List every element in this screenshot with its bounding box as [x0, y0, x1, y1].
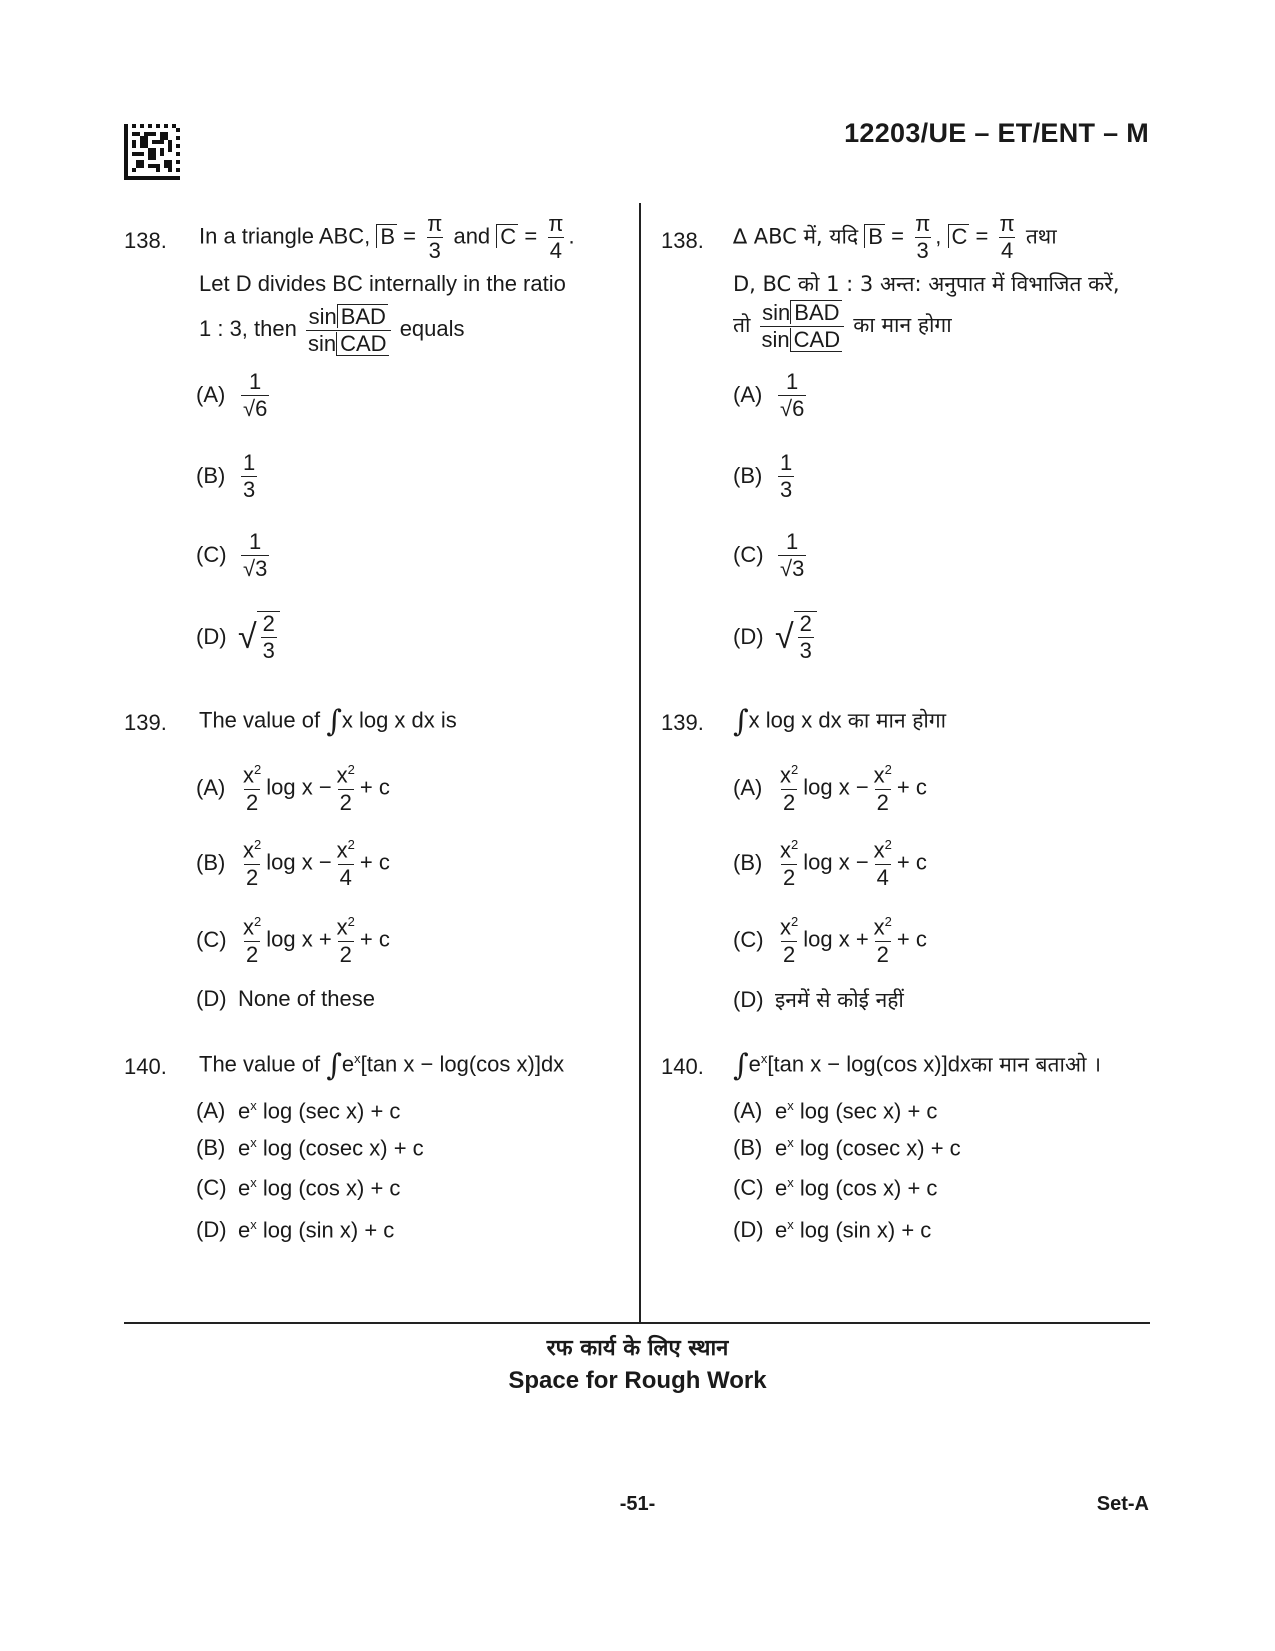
option-b[interactable]: (B) $\frac{1}{3}$	[196, 450, 256, 503]
option-c[interactable]: (C) $e^x$ log (cos x) + c	[733, 1175, 938, 1201]
qr-code-icon	[124, 124, 180, 180]
sine-ratio: $\frac{\text{sin BAD}}{\text{sin CAD}}$	[306, 304, 391, 356]
question-number: 138.	[661, 228, 704, 253]
pi-over-4: $\frac{\pi}{4}$	[548, 211, 564, 264]
question-text: ∫x log x dx का मान होगा	[733, 704, 947, 739]
set-label: Set-A	[1096, 1493, 1149, 1515]
option-b[interactable]: (B) $e^x$ log (cosec x) + c	[733, 1135, 961, 1161]
option-c[interactable]: (C) $\frac{1}{√3}$	[196, 529, 268, 582]
question-line-3: 1 : 3, then $\frac{\text{sin BAD}}{\text{sin CAD}}$ equals	[199, 304, 465, 357]
question-line-2: Let D divides BC internally in the ratio	[199, 271, 566, 296]
question-number: 140.	[661, 1054, 704, 1079]
option-a[interactable]: (A) $\frac{1}{√6}$	[196, 369, 268, 422]
question-text: The value of $\int e^x[\tan$ x − log(cos x)]dx	[199, 1048, 565, 1083]
option-c[interactable]: (C) $\frac{x^2}{2}$ log x + $\frac{x^2}{2}$ + c	[196, 914, 390, 967]
option-d[interactable]: (D) $e^x$ log (sin x) + c	[733, 1217, 932, 1243]
column-divider	[639, 203, 641, 1323]
option-b[interactable]: (B) $e^x$ log (cosec x) + c	[196, 1135, 424, 1161]
question-line-3: तो $\frac{\text{sin BAD}}{\text{sin CAD}}$ का मान होगा	[733, 300, 952, 353]
bottom-rule	[124, 1322, 1150, 1324]
option-d[interactable]: (D) √ $\frac{2}{3}$	[733, 611, 817, 663]
option-a[interactable]: (A) $e^x$ log (sec x) + c	[196, 1098, 401, 1124]
option-a[interactable]: (A) $\frac{x^2}{2}$ log x − $\frac{x^2}{2}$ + c	[733, 762, 927, 815]
option-b[interactable]: (B) $\frac{1}{3}$	[733, 450, 793, 503]
option-c[interactable]: (C) $e^x$ log (cos x) + c	[196, 1175, 401, 1201]
option-a[interactable]: (A) $\frac{x^2}{2}$ log x − $\frac{x^2}{2}$ + c	[196, 762, 390, 815]
option-c[interactable]: (C) $\frac{x^2}{2}$ log x + $\frac{x^2}{2}$ + c	[733, 914, 927, 967]
rough-work-english: Space for Rough Work	[508, 1367, 767, 1394]
pi-over-3: $\frac{\pi}{3}$	[427, 211, 443, 264]
option-b[interactable]: (B) $\frac{x^2}{2}$ log x − $\frac{x^2}{4}$ + c	[733, 837, 927, 890]
page-number: -51-	[619, 1493, 656, 1515]
option-d[interactable]: (D) इनमें से कोई नहीं	[733, 987, 904, 1012]
option-a[interactable]: (A) $\frac{1}{√6}$	[733, 369, 805, 422]
option-b[interactable]: (B) $\frac{x^2}{2}$ log x − $\frac{x^2}{4}$ + c	[196, 837, 390, 890]
paper-code: 12203/UE – ET/ENT – M	[844, 118, 1149, 148]
question-line-1: In a triangle ABC, B = $\frac{\pi}{3}$ and C = $\frac{\pi}{4}$ .	[199, 211, 575, 264]
question-number: 139.	[661, 710, 704, 735]
option-c[interactable]: (C) $\frac{1}{√3}$	[733, 529, 805, 582]
question-text: The value of ∫x log x dx is	[199, 704, 457, 739]
question-number: 138.	[124, 228, 167, 253]
option-a[interactable]: (A) $e^x$ log (sec x) + c	[733, 1098, 938, 1124]
question-line-2: D, BC को 1 : 3 अन्त: अनुपात में विभाजित करें,	[733, 272, 1120, 296]
option-d[interactable]: (D) √ $\frac{2}{3}$	[196, 611, 280, 663]
question-number: 139.	[124, 710, 167, 735]
sine-ratio: $\frac{\text{sin BAD}}{\text{sin CAD}}$	[760, 300, 845, 352]
question-line-1: ∆ ABC में, यदि B = $\frac{\pi}{3}$ , C = $\frac{\pi}{4}$ तथा	[733, 211, 1057, 264]
rough-work-hindi: रफ कार्य के लिए स्थान	[546, 1336, 729, 1361]
question-number: 140.	[124, 1054, 167, 1079]
option-d[interactable]: (D) $e^x$ log (sin x) + c	[196, 1217, 395, 1243]
option-d[interactable]: (D) None of these	[196, 986, 375, 1011]
question-text: $\int e^x[\tan$ x − log(cos x)]dxका मान बताओ ।	[733, 1048, 1102, 1083]
